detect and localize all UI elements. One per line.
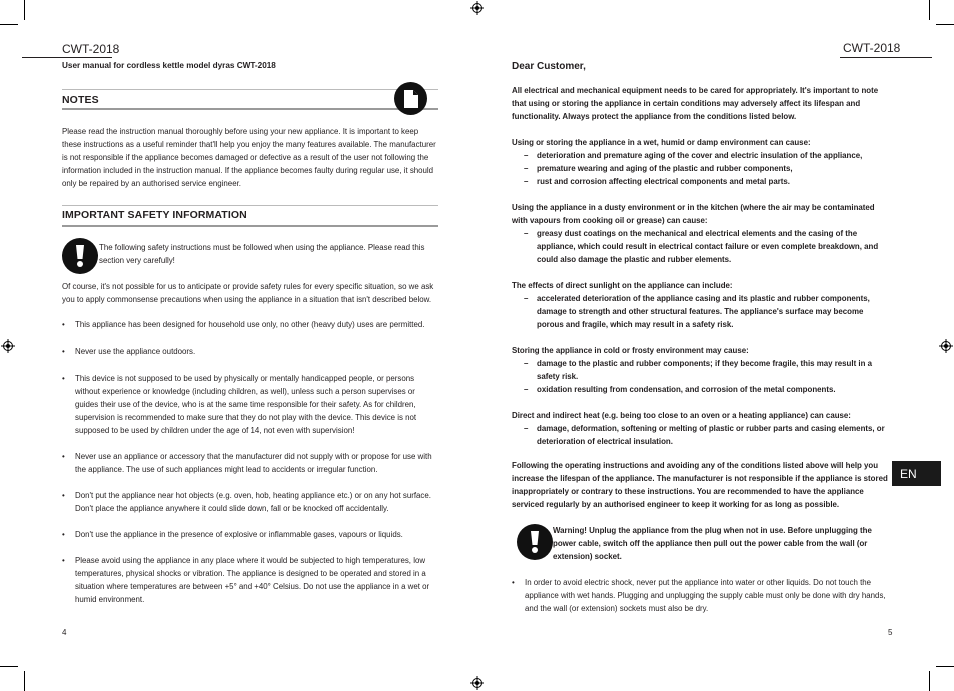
list-item: • Never use the appliance outdoors.: [62, 345, 438, 358]
following-text: Following the operating instructions and avoiding any of the conditions listed above will help you increase the lifespan of the appliance. The manufacturer is not responsible if the appliance is stored inappropriately or contrary to these instructions. You are recommended to have the appliance serviced regularly by an authorised engineer to keep it working for as long as possible.: [512, 461, 888, 509]
list-item: • This device is not supposed to be used by physically or mentally handicapped people, or persons without experience or knowledge (including children, as well), unless such a person supervises or guides their use of the device, who is at the same time responsible for their safety. As for children, supervision is recommended to make sure that they do not play with the device. This device is not supposed to be used by children under the age of 14, not even with supervision!: [62, 372, 438, 437]
heat-list: [512, 422, 890, 448]
crop-mark: [0, 666, 18, 667]
list-item: • Please avoid using the appliance in any place where it would be subjected to high temperatures, low temperatures, physical shocks or vibration. The appliance is designed to be operated and stored in a situation where temperatures are between +5° and +40° Celsius. Do not use the appliance in a wet or humid environment.: [62, 554, 438, 606]
list-item: • This appliance has been designed for household use only, no other (heavy duty) uses are permitted.: [62, 318, 438, 331]
safety-intro: The following safety instructions must be followed when using the appliance. Please read this section very carefully!: [99, 243, 425, 265]
dust-list: [512, 227, 890, 266]
safety-para: Of course, it's not possible for us to anticipate or provide safety rules for every specific situation, so we ask you to apply commonsense precautions when using the appliance in a situation that isn't described below.: [62, 282, 434, 304]
page-number: 4: [62, 628, 67, 637]
list-item: – greasy dust coatings on the mechanical and electrical elements and the casing of the appliance, which could result in electrical contact failure or even complete breakdown, and could also damage the plastic and rubber elements.: [512, 227, 890, 266]
crop-mark: [936, 24, 954, 25]
list-item: – oxidation resulting from condensation, and corrosion of the metal components.: [512, 383, 890, 396]
list-item: – accelerated deterioration of the appliance casing and its plastic and rubber components, damage to strength and other structural features. The appliance's surface may become porous and fragile, which may result in a safety risk.: [512, 292, 890, 331]
notes-text: Please read the instruction manual thoroughly before using your new appliance. It is important to keep these instructions as a useful reminder that'll help you enjoy the many features available. The manufacturer is not responsible if the appliance becomes damaged or defective as a result of the user not following the information included in the instruction manual. If the appliance becomes faulty during regular use, it should only be repaired by an authorised service engineer.: [62, 127, 436, 188]
section-rule: [62, 108, 438, 110]
model-label: CWT-2018: [843, 41, 901, 55]
page-number: 5: [888, 628, 893, 637]
crop-mark: [929, 671, 930, 691]
intro-text: All electrical and mechanical equipment needs to be cared for appropriately. It's important to note that using or storing the appliance in certain conditions may adversely affect its lifespan and functionality. Always protect the appliance from the conditions listed below.: [512, 86, 879, 121]
registration-mark-icon: [470, 676, 484, 690]
sun-list: [512, 292, 890, 331]
wet-list: [512, 149, 890, 188]
section-rule: [62, 225, 438, 227]
sun-heading: The effects of direct sunlight on the appliance can include:: [512, 281, 733, 290]
crop-mark: [0, 24, 18, 25]
exclamation-icon: [517, 524, 553, 560]
registration-mark-icon: [1, 339, 15, 353]
document-icon: [394, 82, 427, 115]
safety-bullet-list: [62, 318, 438, 606]
list-item: – premature wearing and aging of the plastic and rubber components,: [512, 162, 890, 175]
registration-mark-icon: [470, 1, 484, 15]
wet-heading: Using or storing the appliance in a wet, humid or damp environment can cause:: [512, 138, 811, 147]
list-item: – rust and corrosion affecting electrical components and metal parts.: [512, 175, 890, 188]
list-item: • Don't put the appliance near hot objects (e.g. oven, hob, heating appliance etc.) or on any hot surface. Don't place the appliance anywhere it could slide down, fall or be knocked off accidentally.: [62, 489, 438, 515]
heat-heading: Direct and indirect heat (e.g. being too close to an oven or a heating appliance) can cause:: [512, 411, 851, 420]
notes-title: NOTES: [62, 94, 99, 106]
header-rule: [840, 57, 932, 58]
list-item: • Don't use the appliance in the presence of explosive or inflammable gases, vapours or liquids.: [62, 528, 438, 541]
language-tab: EN: [892, 461, 941, 486]
greeting: Dear Customer,: [512, 61, 586, 72]
crop-mark: [24, 671, 25, 691]
cold-list: [512, 357, 890, 396]
model-label: CWT-2018: [62, 42, 120, 56]
crop-mark: [936, 666, 954, 667]
header-rule: [22, 57, 112, 58]
list-item: – damage to the plastic and rubber components; if they become fragile, this may result in a safety risk.: [512, 357, 890, 383]
dust-heading: Using the appliance in a dusty environment or in the kitchen (where the air may be contaminated with vapours from cooking oil or grease) can cause:: [512, 203, 875, 225]
cold-heading: Storing the appliance in cold or frosty environment may cause:: [512, 346, 749, 355]
crop-mark: [929, 0, 930, 20]
warning-text: Warning! Unplug the appliance from the plug when not in use. Before unplugging the power cable, switch off the appliance then pull out the power cable from the wall (or extension) socket.: [553, 526, 872, 561]
exclamation-icon: [62, 238, 98, 274]
list-item: • Never use an appliance or accessory that the manufacturer did not supply with or propose for use with the appliance. The use of such appliances might lead to accidents or irregular function.: [62, 450, 438, 476]
safety-title: IMPORTANT SAFETY INFORMATION: [62, 209, 247, 221]
section-rule: [62, 205, 438, 206]
list-item: • In order to avoid electric shock, never put the appliance into water or other liquids. Do not touch the appliance with wet hands. Plugging and unplugging the supply cable must only be done with dry hands, and the wall (or extension) sockets must also be dry.: [512, 576, 890, 615]
crop-mark: [24, 0, 25, 20]
electric-bullet-list: [512, 576, 890, 615]
registration-mark-icon: [939, 339, 953, 353]
list-item: – damage, deformation, softening or melting of plastic or rubber parts and casing elements, or deterioration of electrical insulation.: [512, 422, 890, 448]
manual-subtitle: User manual for cordless kettle model dyras CWT-2018: [62, 61, 276, 70]
list-item: – deterioration and premature aging of the cover and electric insulation of the appliance,: [512, 149, 890, 162]
section-rule: [62, 89, 438, 90]
